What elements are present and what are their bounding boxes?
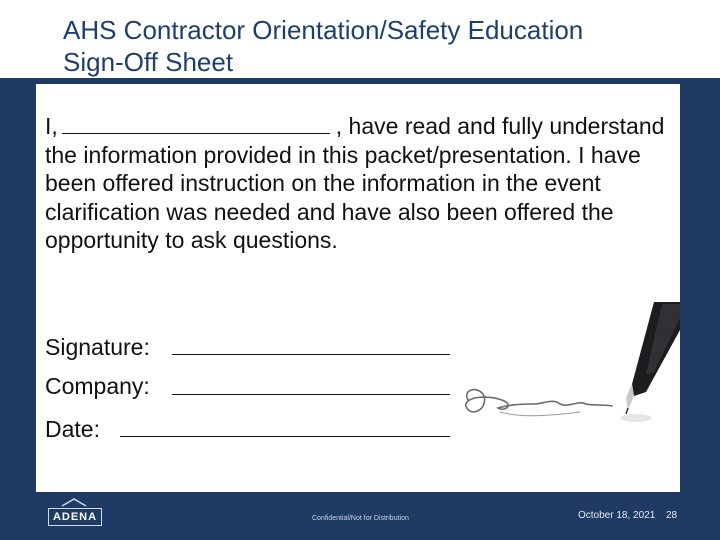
acknowledgement-statement	[45, 112, 685, 255]
logo-mark-icon	[48, 496, 100, 508]
statement-body: understand the information provided in this packet/presentation. I have been offered instruction on the information in the event clarification was needed and have also been offered the opportunity to ask questions.	[45, 113, 665, 253]
adena-logo	[48, 496, 108, 536]
logo-text: ADENA	[48, 508, 102, 526]
signature-label: Signature:	[45, 334, 150, 360]
company-label: Company:	[45, 373, 150, 399]
signature-line	[172, 354, 450, 355]
title-bar	[0, 0, 720, 78]
content-panel	[36, 84, 680, 492]
frame-left	[0, 78, 36, 540]
slide-title-line-2: Sign-Off Sheet	[63, 47, 234, 77]
frame-right	[680, 78, 720, 492]
page-number: 28	[666, 510, 678, 521]
footer-date: October 18, 2021	[578, 510, 656, 521]
pen-signing-icon	[440, 300, 680, 430]
name-blank-line	[62, 116, 330, 134]
slide-title	[63, 14, 703, 78]
slide-title-line-1: AHS Contractor Orientation/Safety Education	[63, 15, 584, 45]
statement-prefix: I,	[45, 113, 58, 139]
date-label: Date:	[45, 416, 100, 442]
date-line	[120, 436, 450, 437]
confidential-note: Confidential/Not for Distribution	[312, 515, 409, 522]
company-line	[172, 394, 450, 395]
statement-after-blank: , have read and fully	[335, 113, 543, 139]
